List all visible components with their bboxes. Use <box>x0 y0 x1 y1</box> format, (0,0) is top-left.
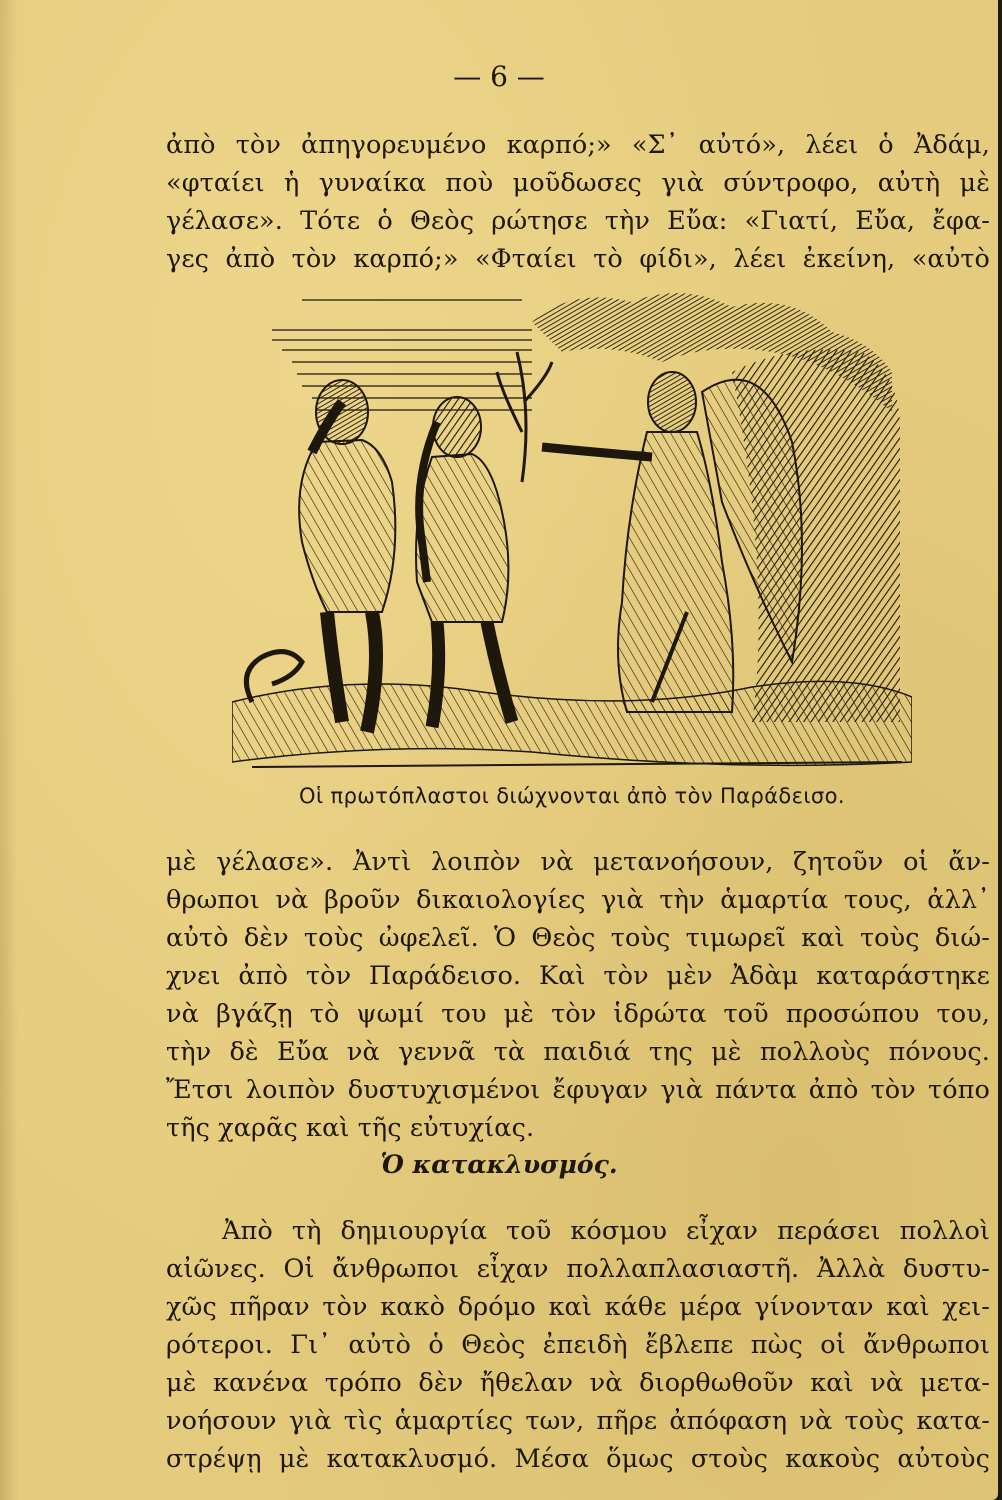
text-line: στρέψῃ μὲ κατακλυσμό. Μέσα ὅμως στοὺς κακοὺς αὐτοὺς <box>166 1444 990 1474</box>
text-line: νὰ βγάζῃ τὸ ψωμί του μὲ τὸν ἱδρώτα τοῦ προσώπου του, <box>166 999 990 1029</box>
eve-figure <box>416 397 512 727</box>
text-line: νοήσουν γιὰ τὶς ἁμαρτίες των, πῆρε ἀπόφαση νὰ τοὺς κατα- <box>166 1406 990 1436</box>
text-line: χνει ἀπὸ τὸν Παράδεισο. Καὶ τὸν μὲν Ἀδὰμ καταράστηκε <box>166 961 990 991</box>
text-line: τὴν δὲ Εὔα νὰ γεννᾶ τὰ παιδιά της μὲ πολλοὺς πόνους. <box>166 1037 990 1067</box>
text-line: γες ἀπὸ τὸν καρπό;» «Φταίει τὸ φίδι», λέει ἐκείνη, «αὐτὸ <box>166 244 990 274</box>
sky-lines <box>272 300 532 410</box>
text-line: ρότεροι. Γι᾿ αὐτὸ ὁ Θεὸς ἐπειδὴ ἔβλεπε πὼς οἱ ἄνθρωποι <box>166 1330 990 1360</box>
adam-figure <box>299 380 395 732</box>
text-line: «φταίει ἡ γυναίκα ποὺ μοῦδωσες γιὰ σύντροφο, αὐτὴ μὲ <box>166 168 990 198</box>
text-line: Ἔτσι λοιπὸν δυστυχισμένοι ἔφυγαν γιὰ πάντα ἀπὸ τὸν τόπο <box>166 1075 990 1105</box>
text-line: μὲ κανένα τρόπο δὲν ἤθελαν νὰ διορθωθοῦν καὶ νὰ μετα- <box>166 1368 990 1398</box>
bottom-paragraph <box>166 1212 990 1478</box>
text-line: μὲ γέλασε». Ἀντὶ λοιπὸν νὰ μετανοήσουν, ζητοῦν οἱ ἄν- <box>166 847 990 877</box>
text-line: γέλασε». Τότε ὁ Θεὸς ρώτησε τὴν Εὔα: «Γιατί, Εὔα, ἔφα- <box>166 206 990 236</box>
text-line: τῆς χαρᾶς καὶ τῆς εὐτυχίας. <box>166 1113 535 1143</box>
text-line: χῶς πῆραν τὸν κακὸ δρόμο καὶ κάθε μέρα γίνονταν καὶ χει- <box>166 1292 990 1322</box>
section-heading: Ὁ κατακλυσμός. <box>380 1150 618 1179</box>
text-line: ἀπὸ τὸν ἀπηγορευμένο καρπό;» «Σ᾿ αὐτό», λέει ὁ Ἀδάμ, <box>166 130 990 160</box>
text-line: Ἀπὸ τὴ δημιουργία τοῦ κόσμου εἶχαν περάσει πολλοὶ <box>222 1216 990 1246</box>
middle-paragraph <box>166 843 990 1147</box>
top-paragraph <box>166 126 990 278</box>
figure-caption: Οἱ πρωτόπλαστοι διώχνονται ἀπὸ τὸν Παράδεισο. <box>299 784 845 808</box>
text-line: αἰῶνες. Οἱ ἄνθρωποι εἶχαν πολλαπλασιαστῆ. Ἀλλὰ δυστυ- <box>166 1254 990 1284</box>
expulsion-from-paradise-engraving <box>232 282 912 782</box>
page-number: — 6 — <box>453 60 545 93</box>
text-line: αὐτὸ δὲν τοὺς ὠφελεῖ. Ὁ Θεὸς τοὺς τιμωρεῖ καὶ τοὺς διώ- <box>166 923 990 953</box>
tree-branches <box>497 352 552 482</box>
text-line: θρωποι νὰ βροῦν δικαιολογίες γιὰ τὴν ἁμαρτία τους, ἀλλ᾿ <box>166 885 990 915</box>
